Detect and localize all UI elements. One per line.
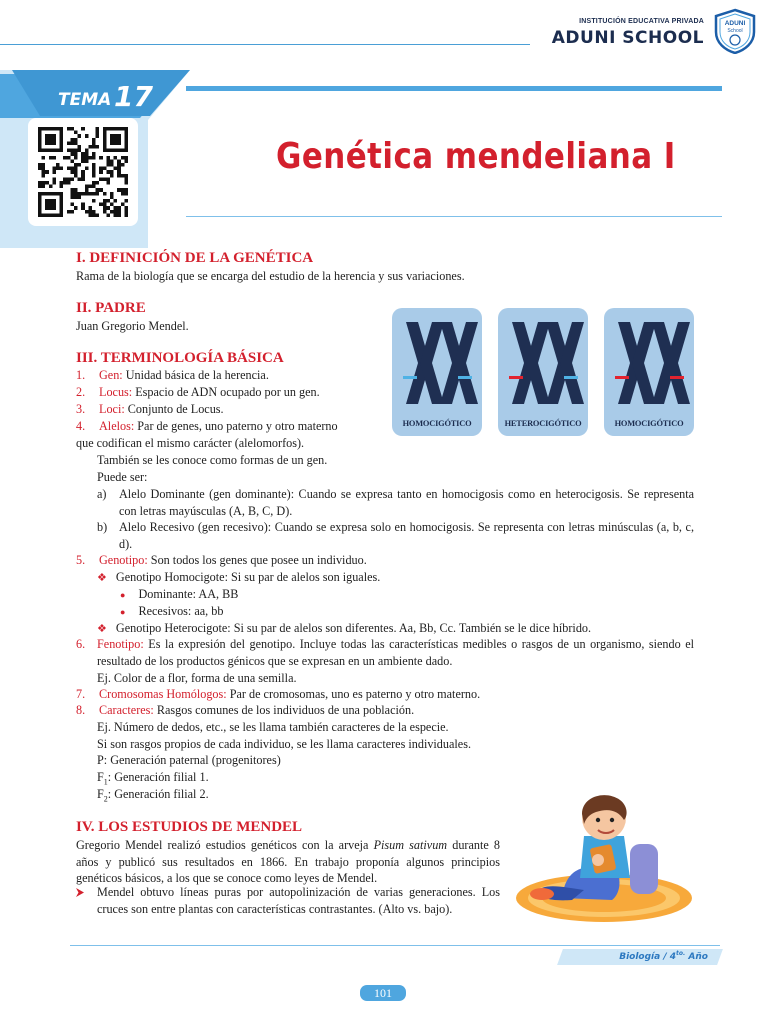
chromosome-pair-1 bbox=[403, 322, 478, 404]
item-number: 4. bbox=[76, 419, 86, 433]
term-text: Es la expresión del genotipo. Incluye todas las características medibles o rasgos de un organismo, siendo el resultado de los productos génicos que se expresan en un ambiente dado. bbox=[97, 637, 694, 668]
term-item-caracteres bbox=[76, 702, 696, 719]
institution-label: INSTITUCIÓN EDUCATIVA PRIVADA bbox=[579, 18, 704, 25]
dot-bullet-icon: ● bbox=[120, 607, 126, 617]
recesivos-text: Recesivos: aa, bb bbox=[138, 604, 224, 618]
diamond-bullet-icon: ❖ bbox=[97, 623, 107, 635]
genotipo-homocigote-text: Genotipo Homocigote: Si su par de alelos son iguales. bbox=[115, 570, 381, 584]
fenotipo-example: Ej. Color de a flor, forma de una semilla. bbox=[97, 671, 297, 685]
chromosome-label-2: HETEROCIGÓTICO bbox=[504, 419, 582, 428]
species-name: Pisum sativum bbox=[373, 838, 448, 852]
item-number: 1. bbox=[76, 368, 86, 382]
alelo-dominante-text: Alelo Dominante (gen dominante): Cuando se expresa tanto en homocigosis como en heterocigosis. Se representa con letras mayúsculas (A, B, C, D). bbox=[119, 487, 694, 518]
term-item-cromosomas bbox=[76, 686, 696, 703]
alelos-can-be: Puede ser: bbox=[97, 470, 148, 484]
term-text: Son todos los genes que posee un individuo. bbox=[147, 553, 367, 567]
alelos-also: También se les conoce como formas de un gen. bbox=[97, 453, 328, 467]
section-4-heading: IV. LOS ESTUDIOS DE MENDEL bbox=[76, 819, 303, 835]
page-title: Genética mendeliana I bbox=[276, 136, 676, 177]
chromosome-label-3: HOMOCIGÓTICO bbox=[614, 419, 684, 428]
chromosome-label-1: HOMOCIGÓTICO bbox=[402, 419, 472, 428]
genotipo-homocigote bbox=[97, 569, 697, 587]
section-3-heading: III. TERMINOLOGÍA BÁSICA bbox=[76, 350, 284, 366]
item-number: 5. bbox=[76, 553, 86, 567]
list-marker: a) bbox=[97, 487, 107, 501]
caracteres-example: Ej. Número de dedos, etc., se les llama también caracteres de la especie. bbox=[97, 720, 449, 734]
chromosome-pair-3 bbox=[615, 322, 690, 404]
list-marker: b) bbox=[97, 520, 108, 534]
term-item-alelos bbox=[76, 418, 386, 435]
term-label: Gen: bbox=[99, 368, 123, 382]
mendel-bullet bbox=[76, 884, 500, 917]
mendel-studies-paragraph bbox=[76, 837, 500, 887]
term-label: Genotipo: bbox=[99, 553, 148, 567]
term-text: Espacio de ADN ocupado por un gen. bbox=[132, 385, 320, 399]
chromosome-pairs-illustration bbox=[392, 308, 694, 436]
svg-text:ADUNI: ADUNI bbox=[724, 20, 746, 27]
boy-reading-illustration bbox=[512, 790, 696, 928]
alelo-recesivo-text: Alelo Recesivo (gen recesivo): Cuando se expresa solo en homocigosis. Se representa con letras minúsculas (a, b, c, d). bbox=[119, 520, 694, 551]
term-label: Caracteres: bbox=[99, 703, 154, 717]
term-label: Fenotipo: bbox=[97, 637, 144, 651]
item-number: 8. bbox=[76, 703, 86, 717]
section-1-text: Rama de la biología que se encarga del estudio de la herencia y sus variaciones. bbox=[76, 269, 465, 283]
term-label: Locus: bbox=[99, 385, 133, 399]
term-item-fenotipo bbox=[76, 636, 694, 669]
paragraph-text-a: Gregorio Mendel realizó estudios genéticos con la arveja bbox=[76, 838, 374, 852]
mendel-bullet-text: Mendel obtuvo líneas puras por autopolinización de varias generaciones. Los cruces son entre plantas con características contrastantes. (Alto vs. bajo). bbox=[97, 885, 500, 916]
alelos-continuation: que codifican el mismo carácter (alelomorfos). bbox=[76, 436, 305, 450]
diamond-bullet-icon: ❖ bbox=[97, 572, 107, 584]
genotipo-heterocigote-text: Genotipo Heterocigote: Si su par de alelos son diferentes. Aa, Bb, Cc. También se le dice híbrido. bbox=[115, 621, 592, 635]
generacion-paternal: P: Generación paternal (progenitores) bbox=[97, 753, 281, 767]
term-text: Conjunto de Locus. bbox=[124, 402, 224, 416]
term-item-genotipo bbox=[76, 552, 696, 569]
term-text: Rasgos comunes de los individuos de una población. bbox=[153, 703, 415, 717]
dominante-example bbox=[120, 586, 238, 604]
tema-label: TEMA bbox=[58, 90, 112, 110]
section-2-heading: II. PADRE bbox=[76, 300, 146, 316]
title-rule-top bbox=[186, 86, 722, 91]
tema-number: 17 bbox=[114, 80, 153, 113]
section-2-text: Juan Gregorio Mendel. bbox=[76, 319, 189, 333]
dominante-text: Dominante: AA, BB bbox=[138, 587, 239, 601]
svg-text:School: School bbox=[727, 28, 743, 34]
term-label: Cromosomas Homólogos: bbox=[99, 687, 227, 701]
f-subscript: 2 bbox=[103, 794, 108, 804]
school-shield-logo bbox=[712, 8, 758, 54]
recesivos-example bbox=[120, 603, 223, 621]
paragraph-text-b: durante 8 años y publicó sus resultados en 1866. En trabajo proponía algunos principios genéticos básicos, a los que se conoce como leyes de Mendel. bbox=[76, 838, 500, 886]
term-text: Par de genes, uno paterno y otro materno bbox=[134, 419, 338, 433]
item-number: 2. bbox=[76, 385, 86, 399]
alelo-dominante bbox=[97, 486, 694, 519]
caracteres-individuales: Si son rasgos propios de cada individuo, se les llama caracteres individuales. bbox=[97, 737, 471, 751]
footer-subject bbox=[578, 950, 708, 962]
item-number: 7. bbox=[76, 687, 86, 701]
item-number: 3. bbox=[76, 402, 86, 416]
term-item-loci bbox=[76, 401, 386, 418]
arrow-bullet-icon bbox=[76, 888, 84, 897]
page-number: 101 bbox=[374, 986, 392, 1000]
footer-year: Año bbox=[685, 952, 708, 962]
section-1-heading: I. DEFINICIÓN DE LA GENÉTICA bbox=[76, 250, 314, 266]
title-rule-bottom bbox=[186, 216, 722, 217]
alelo-recesivo bbox=[97, 519, 694, 552]
footer-subject-text: Biología / 4 bbox=[619, 952, 677, 962]
qr-code-icon[interactable] bbox=[38, 127, 128, 217]
f-text: : Generación filial 2. bbox=[107, 787, 209, 801]
chromosome-pair-2 bbox=[509, 322, 584, 404]
term-label: Alelos: bbox=[99, 419, 135, 433]
item-number: 6. bbox=[76, 637, 86, 651]
dot-bullet-icon: ● bbox=[120, 590, 126, 600]
f-subscript: 1 bbox=[103, 777, 108, 787]
term-item-locus bbox=[76, 384, 386, 401]
term-label: Loci: bbox=[99, 402, 125, 416]
footer-rule bbox=[70, 945, 720, 946]
f-letter: F bbox=[97, 787, 104, 801]
f-text: : Generación filial 1. bbox=[107, 770, 209, 784]
f-letter: F bbox=[97, 770, 104, 784]
term-text: Unidad básica de la herencia. bbox=[122, 368, 269, 382]
term-item-gen bbox=[76, 367, 386, 384]
footer-sup: to. bbox=[676, 950, 686, 957]
term-text: Par de cromosomas, uno es paterno y otro materno. bbox=[226, 687, 481, 701]
school-name: ADUNI SCHOOL bbox=[551, 28, 704, 48]
generacion-filial-2 bbox=[97, 786, 209, 808]
header-rule bbox=[0, 44, 530, 45]
